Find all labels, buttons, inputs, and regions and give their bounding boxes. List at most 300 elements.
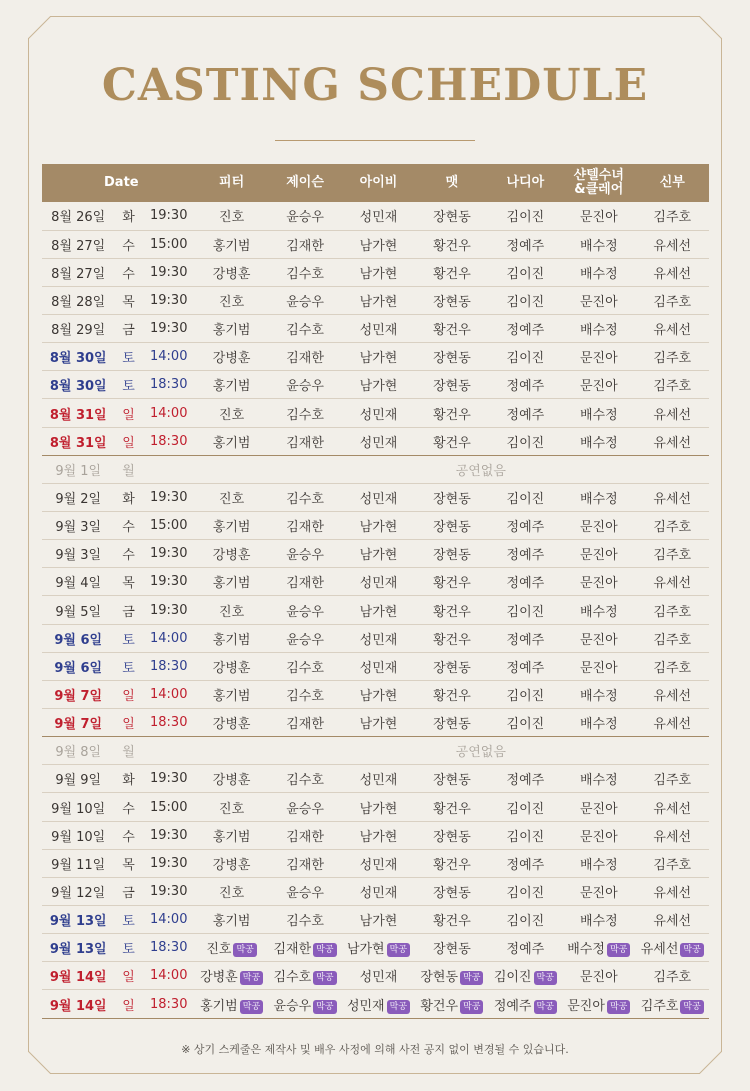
table-row	[42, 737, 709, 765]
actor-name: 배수정	[579, 604, 618, 620]
cast-cell-matt	[415, 512, 488, 540]
no-performance-cell: 공연없음	[455, 745, 506, 761]
actor-name: 정예주	[506, 773, 545, 789]
time-cell: 18:30	[150, 996, 188, 1012]
time-cell: 14:00	[150, 686, 188, 702]
actor-name: 김재한	[286, 435, 324, 451]
final-performance-badge: 막공	[460, 971, 483, 985]
header-chantelle-claire: 샨텔수녀 &클레어	[573, 168, 624, 197]
actor-name: 남가현	[359, 238, 398, 254]
actor-name: 김수호	[286, 773, 324, 789]
table-row	[42, 849, 709, 877]
actor-name: 성민재	[359, 857, 398, 873]
cast-cell-ivy	[342, 680, 415, 708]
actor-name: 강병훈	[212, 773, 251, 789]
actor-name: 김주호	[653, 970, 692, 986]
actor-name: 진호	[219, 885, 245, 901]
actor-name: 성민재	[359, 970, 398, 986]
cast-cell-chantelle-claire	[562, 990, 635, 1018]
cast-cell-peter	[195, 849, 268, 877]
actor-name: 성민재	[359, 210, 398, 226]
time-cell: 18:30	[150, 377, 188, 393]
actor-name: 배수정	[567, 942, 605, 958]
actor-name: 김주호	[653, 857, 692, 873]
actor-name: 강병훈	[200, 970, 238, 986]
cast-cell-chantelle-claire	[562, 427, 635, 455]
table-row	[42, 427, 709, 455]
table-row	[42, 624, 709, 652]
actor-name: 남가현	[359, 520, 398, 536]
actor-name: 황건우	[433, 576, 471, 592]
day-cell: 일	[122, 407, 135, 423]
cast-cell-jason	[268, 202, 341, 230]
table-row	[42, 343, 709, 371]
cast-cell-matt	[415, 906, 488, 934]
table-row	[42, 202, 709, 230]
actor-name: 김주호	[640, 998, 679, 1014]
date-cell: 9월 6일	[54, 660, 103, 676]
footnote: ※ 상기 스케줄은 제작사 및 배우 사정에 의해 사전 공지 없이 변경될 수 있습니다.	[181, 1043, 569, 1056]
cast-cell-nadia	[489, 596, 562, 624]
day-cell: 금	[122, 604, 135, 620]
time-cell: 19:30	[150, 264, 188, 280]
actor-name: 김재한	[286, 829, 324, 845]
table-row	[42, 990, 709, 1018]
time-cell: 19:30	[150, 883, 188, 899]
cast-cell-matt	[415, 849, 488, 877]
cast-cell-priest	[636, 680, 709, 708]
table-row	[42, 258, 709, 286]
cast-cell-chantelle-claire	[562, 821, 635, 849]
actor-name: 남가현	[359, 801, 398, 817]
day-cell: 일	[122, 717, 135, 733]
cast-cell-chantelle-claire	[562, 877, 635, 905]
table-row	[42, 286, 709, 314]
cast-cell-priest	[636, 286, 709, 314]
cast-cell-peter	[195, 202, 268, 230]
cast-cell-peter	[195, 596, 268, 624]
cast-cell-peter	[195, 765, 268, 793]
cast-cell-matt	[415, 371, 488, 399]
actor-name: 문진아	[579, 970, 618, 986]
actor-name: 정예주	[506, 548, 545, 564]
actor-name: 장현동	[433, 294, 471, 310]
date-cell: 9월 12일	[51, 885, 106, 901]
actor-name: 홍기범	[212, 576, 251, 592]
actor-name: 배수정	[579, 266, 618, 282]
final-performance-badge: 막공	[313, 1000, 336, 1014]
actor-name: 윤승우	[286, 548, 324, 564]
day-cell: 토	[122, 914, 135, 930]
actor-name: 성민재	[346, 998, 385, 1014]
cast-cell-jason	[268, 765, 341, 793]
final-performance-badge: 막공	[313, 971, 336, 985]
time-cell: 18:30	[150, 715, 188, 731]
table-row	[42, 765, 709, 793]
cast-cell-ivy	[342, 624, 415, 652]
actor-name: 문진아	[579, 520, 618, 536]
final-performance-badge: 막공	[680, 1000, 703, 1014]
actor-name: 김이진	[506, 885, 545, 901]
actor-name: 김이진	[506, 491, 545, 507]
cast-cell-matt	[415, 877, 488, 905]
cast-cell-matt	[415, 962, 488, 990]
time-cell: 14:00	[150, 405, 188, 421]
actor-name: 김재한	[286, 576, 324, 592]
actor-name: 문진아	[579, 294, 618, 310]
time-cell: 19:30	[150, 771, 188, 787]
day-cell: 목	[122, 857, 135, 873]
actor-name: 김이진	[506, 829, 545, 845]
cast-cell-ivy	[342, 568, 415, 596]
cast-cell-nadia	[489, 765, 562, 793]
actor-name: 진호	[219, 294, 245, 310]
date-cell: 9월 3일	[55, 548, 102, 564]
cast-cell-chantelle-claire	[562, 568, 635, 596]
cast-cell-jason	[268, 427, 341, 455]
actor-name: 홍기범	[212, 632, 251, 648]
cast-cell-chantelle-claire	[562, 202, 635, 230]
date-cell: 9월 6일	[54, 632, 103, 648]
actor-name: 김수호	[286, 660, 324, 676]
date-cell: 8월 31일	[49, 407, 107, 423]
cast-cell-matt	[415, 540, 488, 568]
actor-name: 유세선	[653, 238, 692, 254]
cast-cell-peter	[195, 540, 268, 568]
actor-name: 김이진	[493, 970, 532, 986]
cast-cell-priest	[636, 371, 709, 399]
cast-cell-priest	[636, 624, 709, 652]
cast-cell-nadia	[489, 371, 562, 399]
cast-cell-priest	[636, 315, 709, 343]
actor-name: 강병훈	[212, 266, 251, 282]
date-cell: 8월 27일	[51, 266, 106, 282]
day-cell: 일	[122, 998, 135, 1014]
actor-name: 배수정	[579, 914, 618, 930]
cast-cell-matt	[415, 793, 488, 821]
day-cell: 토	[122, 942, 135, 958]
cast-cell-jason	[268, 877, 341, 905]
cast-cell-nadia	[489, 427, 562, 455]
date-cell: 9월 5일	[55, 604, 102, 620]
actor-name: 유세선	[653, 435, 692, 451]
cast-cell-jason	[268, 990, 341, 1018]
cast-cell-peter	[195, 427, 268, 455]
table-row	[42, 793, 709, 821]
cast-cell-jason	[268, 315, 341, 343]
actor-name: 김주호	[653, 632, 692, 648]
actor-name: 황건우	[433, 266, 471, 282]
cast-cell-nadia	[489, 286, 562, 314]
cast-cell-ivy	[342, 765, 415, 793]
actor-name: 윤승우	[286, 294, 324, 310]
actor-name: 홍기범	[212, 688, 251, 704]
cast-cell-ivy	[342, 793, 415, 821]
cast-cell-chantelle-claire	[562, 934, 635, 962]
cast-cell-priest	[636, 821, 709, 849]
time-cell: 14:00	[150, 912, 188, 928]
cast-cell-chantelle-claire	[562, 315, 635, 343]
actor-name: 유세선	[653, 885, 692, 901]
cast-cell-ivy	[342, 483, 415, 511]
cast-cell-peter	[195, 821, 268, 849]
actor-name: 김수호	[286, 266, 324, 282]
actor-name: 장현동	[433, 773, 471, 789]
header-ivy: 아이비	[359, 175, 398, 190]
day-cell: 화	[122, 773, 135, 789]
cast-cell-priest	[636, 399, 709, 427]
cast-cell-jason	[268, 286, 341, 314]
time-cell: 19:30	[150, 489, 188, 505]
cast-cell-nadia	[489, 202, 562, 230]
cast-cell-chantelle-claire	[562, 962, 635, 990]
actor-name: 배수정	[579, 491, 618, 507]
actor-name: 장현동	[433, 885, 471, 901]
cast-cell-ivy	[342, 230, 415, 258]
cast-cell-priest	[636, 202, 709, 230]
actor-name: 장현동	[433, 210, 471, 226]
header-priest: 신부	[659, 175, 685, 190]
actor-name: 유세선	[653, 914, 692, 930]
table-row	[42, 455, 709, 483]
cast-cell-jason	[268, 652, 341, 680]
actor-name: 정예주	[506, 942, 545, 958]
date-cell: 9월 7일	[54, 688, 103, 704]
header-peter: 피터	[219, 175, 245, 190]
actor-name: 김수호	[273, 970, 312, 986]
date-cell: 9월 8일	[55, 745, 102, 761]
actor-name: 남가현	[359, 688, 398, 704]
actor-name: 배수정	[579, 407, 618, 423]
day-cell: 일	[122, 435, 135, 451]
actor-name: 문진아	[579, 660, 618, 676]
cast-cell-nadia	[489, 483, 562, 511]
cast-cell-ivy	[342, 286, 415, 314]
final-performance-badge: 막공	[607, 1000, 630, 1014]
cast-cell-chantelle-claire	[562, 709, 635, 737]
time-cell: 18:30	[150, 433, 188, 449]
cast-cell-nadia	[489, 906, 562, 934]
cast-cell-jason	[268, 906, 341, 934]
actor-name: 장현동	[433, 660, 471, 676]
actor-name: 황건우	[433, 407, 471, 423]
cast-cell-jason	[268, 512, 341, 540]
date-cell: 8월 26일	[51, 210, 106, 226]
actor-name: 유세선	[653, 266, 692, 282]
actor-name: 정예주	[506, 379, 545, 395]
table-row	[42, 934, 709, 962]
actor-name: 김이진	[506, 266, 545, 282]
cast-cell-jason	[268, 962, 341, 990]
day-cell: 일	[122, 970, 135, 986]
cast-cell-ivy	[342, 821, 415, 849]
cast-cell-peter	[195, 680, 268, 708]
cast-cell-nadia	[489, 540, 562, 568]
actor-name: 배수정	[579, 773, 618, 789]
cast-cell-jason	[268, 624, 341, 652]
actor-name: 유세선	[653, 717, 692, 733]
actor-name: 성민재	[359, 435, 398, 451]
actor-name: 김이진	[506, 435, 545, 451]
cast-cell-matt	[415, 483, 488, 511]
cast-cell-peter	[195, 990, 268, 1018]
actor-name: 장현동	[433, 548, 471, 564]
cast-cell-jason	[268, 483, 341, 511]
actor-name: 황건우	[433, 238, 471, 254]
day-cell: 일	[122, 688, 135, 704]
cast-cell-priest	[636, 934, 709, 962]
final-performance-badge: 막공	[607, 943, 630, 957]
cast-cell-matt	[415, 652, 488, 680]
cast-cell-peter	[195, 624, 268, 652]
cast-cell-peter	[195, 568, 268, 596]
actor-name: 남가현	[359, 266, 398, 282]
cast-cell-jason	[268, 343, 341, 371]
cast-cell-chantelle-claire	[562, 765, 635, 793]
cast-cell-jason	[268, 849, 341, 877]
table-row	[42, 906, 709, 934]
cast-cell-priest	[636, 849, 709, 877]
cast-cell-peter	[195, 230, 268, 258]
date-cell: 9월 14일	[49, 970, 107, 986]
actor-name: 진호	[206, 942, 232, 958]
cast-cell-ivy	[342, 427, 415, 455]
cast-cell-priest	[636, 765, 709, 793]
day-cell: 수	[122, 829, 135, 845]
cast-cell-jason	[268, 230, 341, 258]
actor-name: 문진아	[579, 351, 618, 367]
time-cell: 18:30	[150, 658, 188, 674]
actor-name: 홍기범	[212, 914, 251, 930]
actor-name: 윤승우	[286, 210, 324, 226]
cast-cell-peter	[195, 652, 268, 680]
cast-cell-jason	[268, 371, 341, 399]
actor-name: 성민재	[359, 632, 398, 648]
cast-cell-peter	[195, 483, 268, 511]
cast-cell-peter	[195, 512, 268, 540]
cast-cell-nadia	[489, 849, 562, 877]
actor-name: 김재한	[286, 717, 324, 733]
actor-name: 남가현	[359, 548, 398, 564]
actor-name: 진호	[219, 801, 245, 817]
time-cell: 19:30	[150, 602, 188, 618]
actor-name: 남가현	[359, 379, 398, 395]
actor-name: 김재한	[286, 351, 324, 367]
actor-name: 김주호	[653, 604, 692, 620]
time-cell: 19:30	[150, 827, 188, 843]
day-cell: 금	[122, 885, 135, 901]
table-header-row	[42, 164, 709, 202]
actor-name: 황건우	[433, 857, 471, 873]
cast-cell-chantelle-claire	[562, 343, 635, 371]
cast-cell-ivy	[342, 990, 415, 1018]
actor-name: 강병훈	[212, 351, 251, 367]
actor-name: 진호	[219, 210, 245, 226]
table-row	[42, 877, 709, 905]
cast-cell-ivy	[342, 371, 415, 399]
time-cell: 19:30	[150, 546, 188, 562]
cast-cell-nadia	[489, 624, 562, 652]
day-cell: 수	[122, 238, 135, 254]
cast-cell-nadia	[489, 680, 562, 708]
actor-name: 배수정	[579, 688, 618, 704]
actor-name: 황건우	[420, 998, 459, 1014]
cast-cell-matt	[415, 230, 488, 258]
cast-cell-peter	[195, 877, 268, 905]
header-matt: 맷	[445, 175, 459, 190]
cast-cell-chantelle-claire	[562, 849, 635, 877]
header-jason: 제이슨	[286, 175, 324, 190]
cast-cell-peter	[195, 793, 268, 821]
cast-cell-priest	[636, 230, 709, 258]
actor-name: 윤승우	[286, 632, 324, 648]
actor-name: 유세선	[653, 576, 692, 592]
actor-name: 성민재	[359, 407, 398, 423]
cast-cell-chantelle-claire	[562, 680, 635, 708]
cast-cell-jason	[268, 709, 341, 737]
actor-name: 성민재	[359, 576, 398, 592]
actor-name: 문진아	[579, 632, 618, 648]
cast-cell-ivy	[342, 962, 415, 990]
cast-cell-jason	[268, 568, 341, 596]
actor-name: 남가현	[359, 604, 398, 620]
cast-cell-chantelle-claire	[562, 596, 635, 624]
actor-name: 홍기범	[212, 323, 251, 339]
cast-cell-priest	[636, 512, 709, 540]
actor-name: 유세선	[640, 942, 679, 958]
cast-cell-jason	[268, 540, 341, 568]
actor-name: 정예주	[506, 632, 545, 648]
actor-name: 김재한	[273, 942, 312, 958]
day-cell: 수	[122, 520, 135, 536]
table-row	[42, 483, 709, 511]
cast-cell-matt	[415, 568, 488, 596]
date-cell: 9월 1일	[55, 463, 102, 479]
cast-cell-chantelle-claire	[562, 258, 635, 286]
actor-name: 성민재	[359, 323, 398, 339]
day-cell: 월	[122, 463, 135, 479]
time-cell: 15:00	[150, 236, 188, 252]
cast-cell-jason	[268, 793, 341, 821]
cast-cell-jason	[268, 821, 341, 849]
actor-name: 김이진	[506, 801, 545, 817]
actor-name: 윤승우	[286, 604, 324, 620]
cast-cell-peter	[195, 399, 268, 427]
cast-cell-priest	[636, 990, 709, 1018]
actor-name: 강병훈	[212, 660, 251, 676]
actor-name: 황건우	[433, 688, 471, 704]
actor-name: 장현동	[433, 520, 471, 536]
date-cell: 9월 7일	[54, 717, 103, 733]
actor-name: 유세선	[653, 491, 692, 507]
actor-name: 장현동	[433, 351, 471, 367]
time-cell: 19:30	[150, 208, 188, 224]
day-cell: 수	[122, 266, 135, 282]
time-cell: 19:30	[150, 855, 188, 871]
cast-cell-chantelle-claire	[562, 793, 635, 821]
cast-cell-ivy	[342, 315, 415, 343]
actor-name: 김주호	[653, 210, 692, 226]
actor-name: 정예주	[506, 407, 545, 423]
cast-cell-matt	[415, 343, 488, 371]
actor-name: 정예주	[506, 576, 545, 592]
actor-name: 황건우	[433, 604, 471, 620]
cast-cell-matt	[415, 765, 488, 793]
cast-cell-priest	[636, 596, 709, 624]
header-date: Date	[104, 175, 139, 190]
day-cell: 목	[122, 294, 135, 310]
cast-cell-priest	[636, 652, 709, 680]
